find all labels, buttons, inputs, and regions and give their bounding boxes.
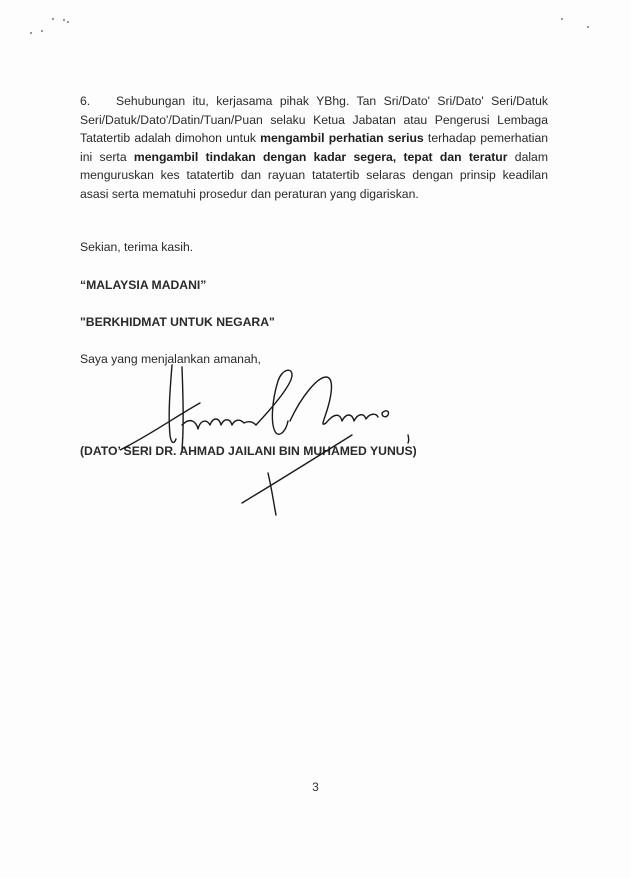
scan-speck xyxy=(63,19,65,21)
paragraph-text: terhadap pemerhatian ini serta xyxy=(80,131,549,164)
handwritten-signature xyxy=(120,355,430,525)
scan-speck xyxy=(561,18,563,20)
scan-speck xyxy=(67,21,69,23)
paragraph-text: Sehubungan itu, kerjasama pihak YBhg. Tan Sri/Dato' Sri/Dato' Seri/Datuk Seri/Datuk/Dato'/Datin/Tuan/Puan selaku Ketua Jabatan atau Pengerusi Lembaga Tatatertib adalah dimohon untuk xyxy=(80,94,548,146)
closing-text: Sekian, terima kasih. xyxy=(80,240,194,254)
emphasis-text: mengambil perhatian serius xyxy=(260,131,424,146)
scan-speck xyxy=(52,18,54,20)
paragraph-number: 6. xyxy=(80,94,91,108)
slogan-berkhidmat: "BERKHIDMAT UNTUK NEGARA" xyxy=(80,315,275,329)
scan-speck xyxy=(41,30,43,32)
sign-off-text: Saya yang menjalankan amanah, xyxy=(80,352,261,366)
signatory-name: (DATO’ SERI DR. AHMAD JAILANI BIN MUHAMED YUNUS) xyxy=(80,444,417,458)
paragraph-6 xyxy=(80,92,548,204)
paragraph-text: dalam menguruskan kes tatatertib dan rayuan tatatertib selaras dengan prinsip keadilan asasi serta mematuhi prosedur dan peraturan yang digariskan. xyxy=(80,149,548,201)
page-number: 3 xyxy=(312,780,319,794)
emphasis-text: mengambil tindakan dengan kadar segera, tepat dan teratur xyxy=(133,149,508,164)
scan-speck xyxy=(30,32,32,34)
slogan-malaysia-madani: “MALAYSIA MADANI” xyxy=(80,278,207,292)
scan-speck xyxy=(587,26,589,28)
